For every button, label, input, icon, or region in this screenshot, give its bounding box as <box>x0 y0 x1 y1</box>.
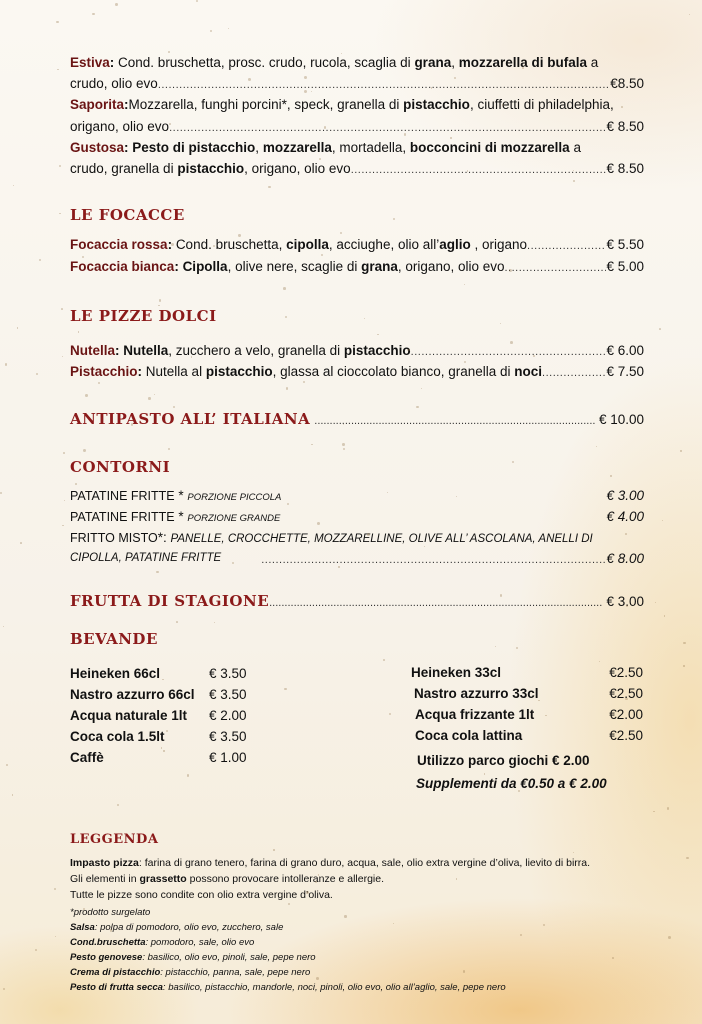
drink-left-3 <box>70 705 247 727</box>
drink-price: €2.50 <box>609 686 643 701</box>
paper-speck <box>667 807 670 810</box>
paper-speck <box>343 424 344 425</box>
paper-speck <box>59 165 61 167</box>
paper-speck <box>6 764 8 766</box>
paper-speck <box>78 331 79 332</box>
paper-speck <box>0 492 2 494</box>
pizza-desc2: origano, olio evo <box>70 119 170 134</box>
drink-price: € 3.50 <box>209 687 247 702</box>
paper-speck <box>238 234 240 236</box>
section-title-contorni: CONTORNI <box>70 458 171 476</box>
drink-name: Acqua naturale 1lt <box>70 708 188 723</box>
paper-speck <box>683 642 686 645</box>
paper-speck <box>316 977 319 980</box>
paper-speck <box>273 849 274 850</box>
paper-speck <box>55 936 56 937</box>
paper-speck <box>389 713 391 715</box>
paper-speck <box>520 934 522 936</box>
paper-speck <box>311 444 313 446</box>
frutta-price: € 3.00 <box>606 594 644 609</box>
paper-speck <box>268 186 270 188</box>
paper-speck <box>228 28 229 29</box>
paper-speck <box>662 520 663 521</box>
paper-speck <box>13 185 15 187</box>
paper-speck <box>85 394 88 397</box>
pizza-desc: Cond. bruschetta, prosc. crudo, rucola, scaglia di grana, mozzarella di bufala a <box>118 55 599 70</box>
drink-price: € 3.50 <box>209 666 247 681</box>
drink-price: € 3.50 <box>209 729 247 744</box>
paper-speck <box>173 406 175 408</box>
paper-speck <box>62 356 63 357</box>
paper-speck <box>285 316 288 319</box>
item-desc: Cipolla, olive nere, scaglie di grana, origano, olio evo <box>182 259 505 274</box>
paper-speck <box>338 566 339 567</box>
paper-speck <box>573 852 574 853</box>
paper-speck <box>20 542 22 544</box>
paper-speck <box>653 811 655 813</box>
drink-left-5 <box>70 747 247 769</box>
paper-speck <box>159 299 162 302</box>
paper-speck <box>393 218 395 220</box>
paper-speck <box>57 69 58 70</box>
item-desc: Cond. bruschetta, cipolla, acciughe, olio all’aglio , origano <box>175 237 528 252</box>
paper-speck <box>36 373 38 375</box>
paper-speck <box>168 448 170 450</box>
pizza-price: € 8.50 <box>606 161 644 176</box>
pizza-name: Gustosa <box>70 140 125 155</box>
paper-speck <box>463 970 466 973</box>
drink-price: € 2.00 <box>209 708 247 723</box>
paper-speck <box>110 929 112 931</box>
pizza-desc2: crudo, olio evo <box>70 76 158 91</box>
legend-note: Salsa: polpa di pomodoro, olio evo, zucchero, sale <box>70 922 284 933</box>
paper-speck <box>495 646 497 648</box>
legend-note: Crema di pistacchio: pistacchio, panna, sale, pepe nero <box>70 967 311 978</box>
paper-speck <box>5 363 7 365</box>
item-desc2: CIPOLLA, PATATINE FRITTE <box>70 552 222 564</box>
item-note: PORZIONE PICCOLA <box>187 492 282 503</box>
paper-speck <box>191 356 193 358</box>
item-name: FRITTO MISTO <box>70 531 158 545</box>
pizza-estiva-line1: Estiva: Cond. bruschetta, prosc. crudo, rucola, scaglia di grana, mozzarella di bufala a <box>70 55 599 70</box>
paper-speck <box>107 714 109 716</box>
pizza-name: Estiva <box>70 55 110 70</box>
paper-speck <box>56 21 58 23</box>
paper-speck <box>162 679 163 680</box>
paper-speck <box>377 334 378 335</box>
paper-speck <box>61 308 63 310</box>
paper-speck <box>450 137 451 138</box>
paper-speck <box>343 448 345 450</box>
paper-speck <box>516 647 518 649</box>
paper-speck <box>232 562 234 564</box>
paper-speck <box>404 133 406 135</box>
item-name: Focaccia rossa <box>70 237 168 252</box>
drink-name: Nastro azzurro 33cl <box>414 686 539 701</box>
paper-speck <box>680 450 681 451</box>
focaccia-rossa: Focaccia rossa: Cond. bruschetta, cipolla, acciughe, olio all’aglio , origano ..... € 5.50 <box>70 234 644 257</box>
drink-name: Coca cola lattina <box>415 728 523 743</box>
paper-speck <box>510 341 513 344</box>
paper-speck <box>92 13 94 15</box>
paper-speck <box>3 626 4 627</box>
paper-speck <box>166 730 168 732</box>
paper-speck <box>393 923 394 924</box>
item-desc: Nutella al pistacchio, glassa al cioccolato bianco, granella di noci <box>145 364 543 379</box>
item-name: Nutella <box>70 343 116 358</box>
pizza-name: Saporita <box>70 97 125 112</box>
pizza-desc2: crudo, granella di pistacchio, origano, olio evo <box>70 161 351 176</box>
paper-speck <box>187 774 190 777</box>
paper-speck <box>169 123 171 125</box>
pizza-desc: Pesto di pistacchio, mozzarella, mortadella, bocconcini di mozzarella a <box>132 140 581 155</box>
paper-speck <box>214 622 215 623</box>
paper-speck <box>533 355 535 357</box>
paper-speck <box>304 76 307 79</box>
item-name: Pistacchio <box>70 364 138 379</box>
paper-speck <box>659 328 661 330</box>
paper-speck <box>62 525 63 526</box>
pizza-price: € 8.50 <box>606 119 644 134</box>
paper-speck <box>655 602 656 603</box>
item-price: € 7.50 <box>606 364 644 379</box>
paper-speck <box>64 500 65 501</box>
paper-speck <box>176 621 178 623</box>
paper-speck <box>664 615 666 617</box>
paper-speck <box>456 878 457 879</box>
item-price: € 5.50 <box>606 237 644 252</box>
focaccia-bianca: Focaccia bianca: Cipolla, olive nere, scaglie di grana, origano, olio evo ..... € 5.00 <box>70 256 644 279</box>
paper-speck <box>17 327 19 329</box>
paper-speck <box>364 318 365 319</box>
drink-name: Coca cola 1.5lt <box>70 729 165 744</box>
paper-speck <box>131 423 133 425</box>
paper-speck <box>621 106 623 108</box>
paper-speck <box>342 443 345 446</box>
paper-speck <box>573 180 575 182</box>
paper-speck <box>39 259 41 261</box>
paper-speck <box>683 665 684 666</box>
legend-note: *prodotto surgelato <box>70 907 151 918</box>
dolce-nutella: Nutella: Nutella, zucchero a velo, granella di pistacchio ..... € 6.00 <box>70 340 644 363</box>
paper-speck <box>318 874 319 875</box>
pizza-price: €8.50 <box>610 76 644 91</box>
contorno-patatine-grande: PATATINE FRITTE * PORZIONE GRANDE € 4.00 <box>70 506 644 529</box>
paper-speck <box>239 987 242 990</box>
paper-speck <box>317 522 320 525</box>
item-desc: PANELLE, CROCCHETTE, MOZZARELLINE, OLIVE ALL’ ASCOLANA, ANELLI DI <box>170 533 593 545</box>
item-note: PORZIONE GRANDE <box>187 513 281 524</box>
drink-price: €2.00 <box>609 707 643 722</box>
contorno-fritto-misto-line1: FRITTO MISTO*: PANELLE, CROCCHETTE, MOZZARELLINE, OLIVE ALL’ ASCOLANA, ANELLI DI <box>70 530 593 545</box>
item-name: PATATINE FRITTE <box>70 510 175 524</box>
paper-speck <box>543 924 545 926</box>
paper-speck <box>416 406 419 409</box>
section-title-focacce: LE FOCACCE <box>70 206 185 224</box>
section-title-legenda: LEGGENDA <box>70 832 159 847</box>
section-title-frutta: FRUTTA DI STAGIONE <box>70 592 270 610</box>
paper-speck <box>117 804 119 806</box>
parco-giochi: Utilizzo parco giochi € 2.00 <box>417 753 590 768</box>
paper-speck <box>115 3 118 6</box>
pizza-saporita-line1: Saporita:Mozzarella, funghi porcini*, speck, granella di pistacchio, ciuffetti di philadelphia, <box>70 97 614 112</box>
drink-price: €2.50 <box>609 728 643 743</box>
contorno-patatine-piccola: PATATINE FRITTE * PORZIONE PICCOLA € 3.00 <box>70 485 644 508</box>
legend-line: Impasto pizza: farina di grano tenero, farina di grano duro, acqua, sale, olio extra vergine d’oliva, lievito di birra. <box>70 857 591 869</box>
paper-speck <box>288 903 290 905</box>
paper-speck <box>596 446 597 447</box>
paper-speck <box>344 915 346 917</box>
paper-speck <box>284 688 286 690</box>
paper-speck <box>248 78 251 81</box>
drink-left-1 <box>70 663 247 685</box>
paper-speck <box>154 394 155 395</box>
paper-speck <box>435 374 437 376</box>
paper-speck <box>686 857 689 860</box>
paper-speck <box>407 349 409 351</box>
paper-speck <box>156 571 158 573</box>
legend-note: Pesto genovese: basilico, olio evo, pinoli, sale, pepe nero <box>70 952 316 963</box>
paper-speck <box>689 14 690 15</box>
drink-right-4 <box>415 725 643 747</box>
pizza-gustosa-line2 <box>70 158 644 181</box>
paper-speck <box>306 891 308 893</box>
legend-note: Cond.bruschetta: pomodoro, sale, olio evo <box>70 937 255 948</box>
paper-speck <box>158 305 160 307</box>
paper-speck <box>63 452 65 454</box>
paper-speck <box>210 30 212 32</box>
item-price: € 3.00 <box>606 488 644 503</box>
drink-right-2 <box>414 683 643 705</box>
paper-speck <box>75 483 77 485</box>
antipasto-line <box>70 410 644 429</box>
paper-speck <box>54 888 56 890</box>
section-title-dolci: LE PIZZE DOLCI <box>70 307 217 325</box>
pizza-saporita-line2 <box>70 116 644 139</box>
item-price: € 5.00 <box>606 259 644 274</box>
paper-speck <box>163 750 164 751</box>
drink-left-4 <box>70 726 247 748</box>
drink-name: Heineken 33cl <box>411 665 502 680</box>
paper-speck <box>161 747 163 749</box>
paper-speck <box>513 533 515 535</box>
paper-speck <box>383 659 385 661</box>
frutta-line <box>70 592 644 611</box>
paper-speck <box>500 323 501 324</box>
pizza-estiva-line2 <box>70 73 644 96</box>
drink-price: €2.50 <box>609 665 643 680</box>
paper-speck <box>324 126 327 129</box>
paper-speck <box>171 243 174 246</box>
legend-note: Pesto di frutta secca: basilico, pistacchio, mandorle, noci, pinoli, olio evo, olio all’aglio, sale, pepe nero <box>70 982 506 993</box>
pizza-desc: Mozzarella, funghi porcini*, speck, granella di pistacchio, ciuffetti di philadelphia, <box>128 97 614 112</box>
drink-price: € 1.00 <box>209 750 247 765</box>
item-name: Focaccia bianca <box>70 259 175 274</box>
paper-speck <box>509 269 512 272</box>
paper-speck <box>512 461 514 463</box>
contorno-fritto-misto-line2 <box>70 548 644 571</box>
paper-speck <box>421 388 422 389</box>
paper-speck <box>35 949 38 952</box>
supplementi: Supplementi da €0.50 a € 2.00 <box>416 776 607 791</box>
paper-speck <box>612 957 614 959</box>
item-price: € 6.00 <box>606 343 644 358</box>
dolce-pistacchio: Pistacchio: Nutella al pistacchio, glassa al cioccolato bianco, granella di noci ..... € 7.50 <box>70 361 644 384</box>
drink-left-2 <box>70 684 247 706</box>
legend-line: Gli elementi in grassetto possono provocare intolleranze e allergie. <box>70 873 385 885</box>
paper-speck <box>83 449 86 452</box>
paper-speck <box>12 794 14 796</box>
drink-right-3 <box>415 704 643 726</box>
paper-speck <box>59 213 60 214</box>
pizza-gustosa-line1: Gustosa: Pesto di pistacchio, mozzarella, mortadella, bocconcini di mozzarella a <box>70 140 581 155</box>
drink-right-1 <box>411 662 643 684</box>
paper-speck <box>3 988 5 990</box>
paper-speck <box>668 936 671 939</box>
section-title-antipasto: ANTIPASTO ALL’ ITALIANA <box>70 410 311 428</box>
legend-line: Tutte le pizze sono condite con olio extra vergine d’oliva. <box>70 889 333 901</box>
paper-speck <box>610 475 611 476</box>
drink-name: Acqua frizzante 1lt <box>415 707 535 722</box>
section-title-bevande: BEVANDE <box>70 630 158 648</box>
paper-speck <box>286 387 289 390</box>
item-name: PATATINE FRITTE <box>70 489 175 503</box>
drink-name: Nastro azzurro 66cl <box>70 687 195 702</box>
item-price: € 4.00 <box>606 509 644 524</box>
paper-speck <box>99 149 101 151</box>
drink-name: Caffè <box>70 750 104 765</box>
paper-speck <box>196 0 198 2</box>
item-price: € 8.00 <box>606 551 644 566</box>
item-desc: Nutella, zucchero a velo, granella di pistacchio <box>123 343 411 358</box>
drink-name: Heineken 66cl <box>70 666 161 681</box>
paper-speck <box>484 773 485 774</box>
antipasto-price: € 10.00 <box>598 412 644 427</box>
paper-speck <box>148 397 150 399</box>
paper-speck <box>283 287 286 290</box>
paper-speck <box>464 284 465 285</box>
paper-speck <box>424 546 425 547</box>
